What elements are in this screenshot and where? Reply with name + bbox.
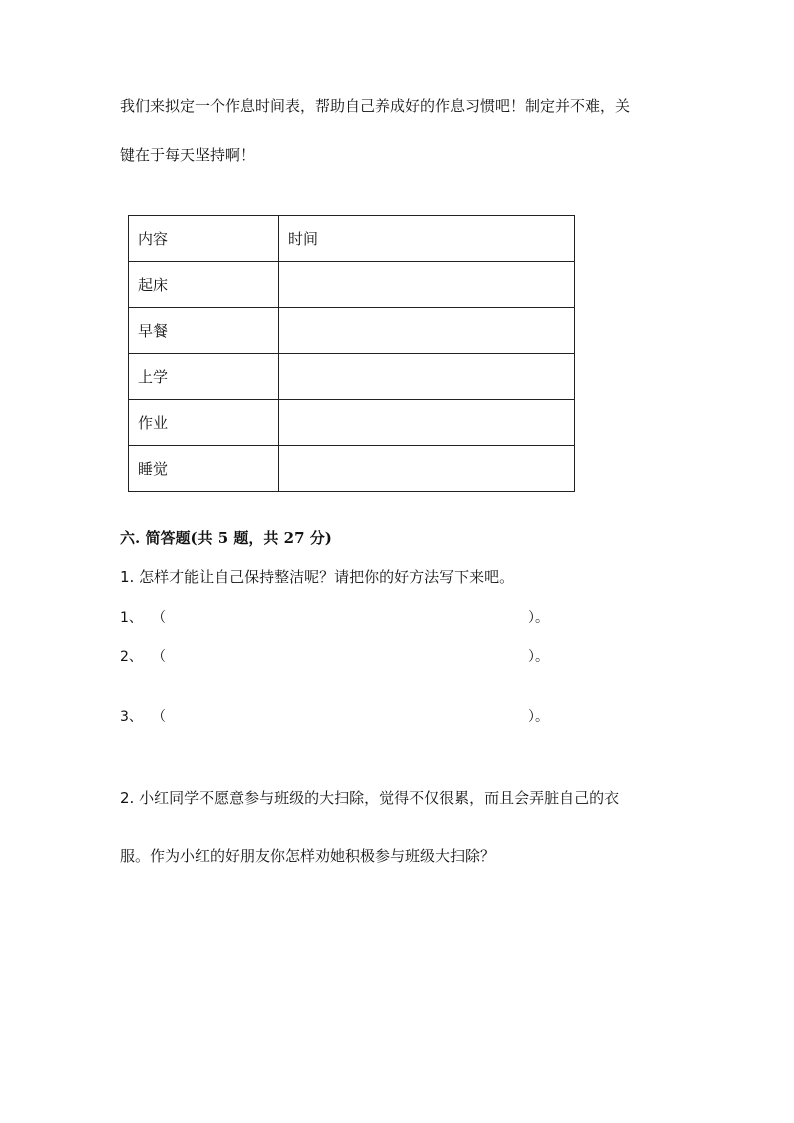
question-1: 1. 怎样才能让自己保持整洁呢？请把你的好方法写下来吧。 bbox=[120, 568, 515, 586]
answer-blank-1[interactable] bbox=[120, 607, 570, 627]
schedule-table bbox=[128, 215, 575, 492]
blank-number: 3、 bbox=[120, 709, 143, 725]
answer-blank-3[interactable] bbox=[120, 706, 570, 726]
row-time-cell[interactable] bbox=[279, 400, 575, 446]
blank-open-paren: （ bbox=[152, 709, 166, 725]
table-row bbox=[129, 262, 575, 308]
row-label: 早餐 bbox=[129, 308, 279, 354]
header-time: 时间 bbox=[279, 216, 575, 262]
intro-line-1: 我们来拟定一个作息时间表，帮助自己养成好的作息习惯吧！制定并不难，关 bbox=[120, 97, 631, 115]
answer-blank-2[interactable] bbox=[120, 646, 570, 666]
table-row bbox=[129, 308, 575, 354]
question-2-line-1: 2. 小红同学不愿意参与班级的大扫除，觉得不仅很累，而且会弄脏自己的衣 bbox=[120, 789, 620, 807]
header-content: 内容 bbox=[129, 216, 279, 262]
blank-close-paren: ）。 bbox=[528, 709, 549, 725]
row-time-cell[interactable] bbox=[279, 446, 575, 492]
table-header-row bbox=[129, 216, 575, 262]
row-label: 睡觉 bbox=[129, 446, 279, 492]
row-time-cell[interactable] bbox=[279, 308, 575, 354]
blank-close-paren: ）。 bbox=[528, 610, 549, 626]
blank-number: 1、 bbox=[120, 610, 143, 626]
row-time-cell[interactable] bbox=[279, 262, 575, 308]
row-label: 起床 bbox=[129, 262, 279, 308]
blank-open-paren: （ bbox=[152, 649, 166, 665]
intro-line-2: 键在于每天坚持啊！ bbox=[120, 146, 256, 164]
table-row bbox=[129, 400, 575, 446]
section-title: 六. 简答题(共 5 题，共 27 分) bbox=[120, 529, 332, 547]
blank-close-paren: ）。 bbox=[528, 649, 549, 665]
blank-number: 2、 bbox=[120, 649, 143, 665]
row-label: 作业 bbox=[129, 400, 279, 446]
question-2-line-2: 服。作为小红的好朋友你怎样劝她积极参与班级大扫除？ bbox=[120, 847, 496, 865]
row-time-cell[interactable] bbox=[279, 354, 575, 400]
table-row bbox=[129, 354, 575, 400]
row-label: 上学 bbox=[129, 354, 279, 400]
blank-open-paren: （ bbox=[152, 610, 166, 626]
table-row bbox=[129, 446, 575, 492]
